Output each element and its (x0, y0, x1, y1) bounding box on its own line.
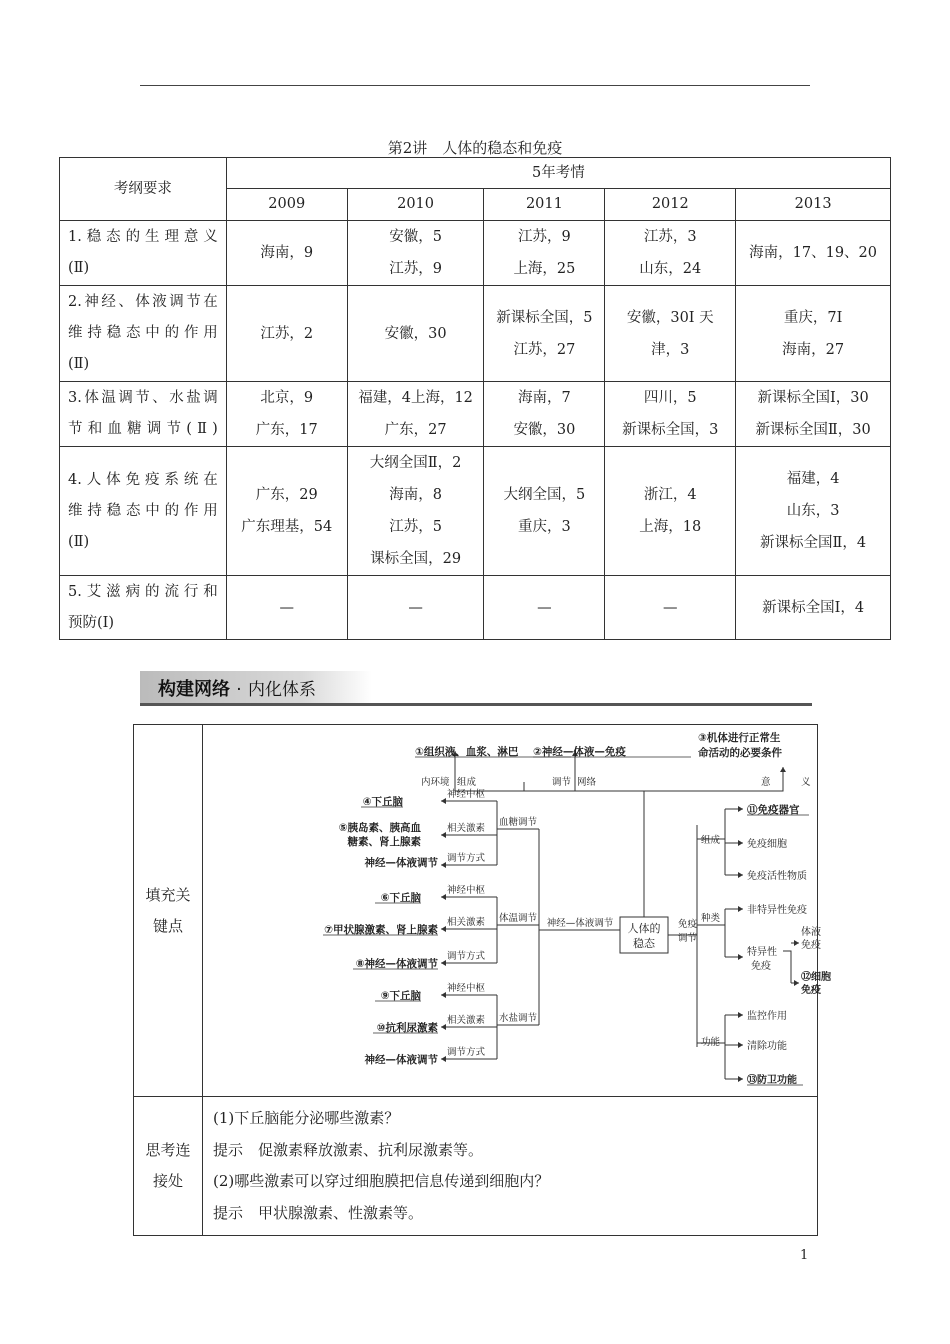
label-tiwen: 体温调节 (499, 913, 538, 924)
exam-cell-line: 海南，7 (518, 390, 571, 406)
exam-cell (736, 576, 891, 640)
exam-cell-line: 安徽，30Ⅰ 天 (626, 309, 714, 326)
exam-cell-line: 江苏，27 (513, 341, 576, 358)
exam-cell-line: 新课标全国，5 (496, 309, 593, 326)
exam-cell-line: 安徽，30 (384, 325, 447, 342)
year-header: 2012 (605, 189, 736, 221)
arrow-head (738, 906, 743, 912)
think-line: (2)哪些激素可以穿过细胞膜把信息传递到细胞内？ (213, 1172, 550, 1190)
exam-cell-line: 安徽，5 (389, 229, 442, 245)
think-line: 提示 促激素释放激素、抗利尿激素等。 (213, 1140, 484, 1159)
exam-cell-line: 广东，17 (255, 422, 318, 438)
label-significance-2: 义 (801, 777, 811, 788)
exam-cell (347, 221, 484, 286)
branch-label: 调节方式 (447, 1047, 486, 1058)
branch-label: 调节方式 (447, 951, 486, 962)
think-line: (1)下丘脑能分泌哪些激素？ (213, 1109, 400, 1127)
think-line: 提示 甲状腺激素、性激素等。 (213, 1203, 424, 1222)
label-internal-env: 内环境 (421, 777, 450, 788)
exam-cell-line: 江苏，9 (518, 229, 571, 245)
arrow-head (738, 840, 743, 846)
branch-label: 相关激素 (447, 917, 486, 928)
center-label-1: 人体的 (627, 922, 661, 935)
exam-cell-line: 重庆，7Ⅰ (783, 309, 843, 326)
exam-cell-line: 大纲全国Ⅱ，2 (369, 455, 462, 471)
exam-cell (736, 221, 891, 286)
section-dot: · (236, 680, 242, 700)
exam-cell-line: 海南，27 (782, 341, 845, 358)
branch-label: 相关激素 (447, 823, 486, 834)
exam-cell-line: 重庆，3 (518, 519, 571, 535)
requirement-line: (Ⅱ) (68, 260, 90, 276)
exam-cell-line: 上海，18 (639, 519, 702, 535)
arrow-head (441, 1056, 446, 1062)
exam-cell (605, 576, 736, 640)
answer-2: ②神经—体液—免疫 (533, 746, 626, 758)
answer-6: ⑥下丘脑 (380, 892, 421, 904)
exam-cell (226, 382, 347, 447)
year-header: 2010 (347, 189, 484, 221)
exam-cell (736, 286, 891, 382)
label-neuro-humoral: 神经—体液调节 (546, 918, 614, 929)
exam-cell-line: 新课标全国Ⅰ，30 (757, 390, 869, 406)
exam-cell (484, 576, 605, 640)
requirement-line: 预防(Ⅰ) (68, 614, 115, 631)
arrow-head (738, 954, 743, 960)
arrow-head (794, 980, 799, 986)
arrow-head (441, 862, 446, 868)
arrow-head (441, 926, 446, 932)
arrow-head (441, 992, 446, 998)
requirement-line: 节和血糖调节(Ⅱ) (68, 421, 218, 437)
lesson-title: 第2讲 人体的稳态和免疫 (387, 139, 563, 157)
answer-1: ①组织液、血浆、淋巴 (415, 746, 519, 758)
arrow-head (738, 1042, 743, 1048)
label-xuetang: 血糖调节 (499, 817, 538, 828)
arrow-head (738, 1076, 743, 1082)
requirement-line: 3.体温调节、水盐调 (68, 390, 218, 406)
arrow-head (441, 1024, 446, 1030)
think-label (134, 1097, 203, 1236)
section-heading (140, 668, 812, 706)
center-label-2: 稳态 (633, 937, 655, 950)
label-functions: 功能 (701, 1037, 721, 1048)
label-specific-1: 特异性 (747, 947, 777, 958)
exam-cell-line: 浙江，4 (643, 487, 697, 503)
exam-cell (347, 382, 484, 447)
concept-map (203, 725, 831, 1092)
requirement-cell (60, 447, 227, 576)
network-table (133, 724, 831, 1236)
label-types: 种类 (701, 913, 721, 924)
exam-cell-line: 广东，29 (255, 487, 318, 503)
exam-cell (226, 576, 347, 640)
answer-10: ⑩抗利尿激素 (376, 1022, 438, 1034)
label-components: 组成 (701, 835, 721, 846)
exam-cell-line: — (537, 599, 552, 616)
exam-requirements-table (59, 157, 891, 640)
answer-3-line2: 命活动的必要条件 (698, 747, 782, 759)
answer-9: ⑨下丘脑 (380, 990, 421, 1002)
exam-cell (605, 382, 736, 447)
exam-cell-line: 广东，27 (384, 422, 447, 438)
label-shuiyan: 水盐调节 (499, 1013, 538, 1024)
exam-cell (226, 221, 347, 286)
exam-cell (347, 576, 484, 640)
exam-cell-line: 四川，5 (643, 390, 697, 406)
requirement-cell (60, 576, 227, 640)
requirement-line: 维持稳态中的作用 (68, 502, 218, 519)
branch-label: 调节方式 (447, 853, 486, 864)
exam-cell-line: 课标全国，29 (370, 551, 462, 567)
requirement-cell (60, 382, 227, 447)
arrow-head (441, 798, 446, 804)
answer-4: ④下丘脑 (362, 796, 403, 808)
label-clear: 清除功能 (747, 1041, 787, 1052)
answer-5-line1: ⑤胰岛素、胰高血 (338, 822, 421, 834)
exam-cell (484, 286, 605, 382)
exam-cell (226, 286, 347, 382)
exam-cell-line: 上海，25 (513, 261, 576, 277)
answer-11: ⑪免疫器官 (747, 804, 800, 816)
fill-label (134, 725, 203, 1097)
answer-8: ⑧神经—体液调节 (355, 958, 438, 970)
exam-cell-line: 海南，17、19、20 (749, 245, 878, 261)
exam-cell-line: 津，3 (651, 341, 690, 358)
exam-cell-line: — (408, 599, 423, 616)
answer-7: ⑦甲状腺激素、肾上腺素 (324, 924, 438, 936)
exam-cell-line: 大纲全国，5 (503, 487, 586, 503)
arrow-head (441, 960, 446, 966)
link-significance (575, 767, 783, 791)
exam-cell-line: 江苏，3 (643, 229, 697, 245)
exam-cell-line: 新课标全国，3 (622, 422, 719, 438)
answer-12-line2: 免疫 (801, 985, 821, 996)
arrow-head (780, 767, 786, 772)
exam-cell-line: 山东，3 (786, 503, 840, 519)
section-heading-rule (140, 703, 812, 706)
requirement-line: 维持稳态中的作用 (68, 325, 218, 341)
fill-label-text: 填充关键点 (145, 885, 191, 935)
label-immune-cells: 免疫细胞 (747, 839, 787, 850)
arrow-head (441, 832, 446, 838)
arrow-head (441, 894, 446, 900)
exam-cell (484, 221, 605, 286)
exam-cell-line: 海南，8 (389, 487, 442, 503)
exam-cell (736, 382, 891, 447)
label-humoral-2: 免疫 (801, 940, 821, 951)
label-significance-1: 意 (761, 777, 771, 788)
exam-cell-line: 新课标全国Ⅱ，30 (755, 422, 871, 438)
concept-map-cell (203, 725, 831, 1097)
exam-cell-line: 福建，4上海，12 (358, 390, 473, 406)
requirement-line: (Ⅱ) (68, 533, 90, 550)
section-main-title: 构建网络 (158, 679, 230, 700)
label-regulation: 调节 (552, 777, 572, 788)
exam-cell (347, 447, 484, 576)
exam-cell-line: — (279, 599, 294, 616)
exam-cell (736, 447, 891, 576)
year-header: 2013 (736, 189, 891, 221)
requirement-line: 1.稳态的生理意义 (68, 229, 218, 245)
arrow-head (738, 806, 743, 812)
exam-cell (605, 221, 736, 286)
requirement-line: (Ⅱ) (68, 356, 90, 372)
think-content (203, 1097, 818, 1236)
exam-cell-line: 福建，4 (786, 471, 840, 487)
label-composition: 组成 (457, 777, 477, 788)
requirement-line: 4.人体免疫系统在 (68, 471, 218, 488)
label-monitor: 监控作用 (747, 1011, 787, 1022)
answer-12-line1: ⑫细胞 (801, 972, 831, 983)
label-network: 网络 (577, 777, 597, 788)
requirement-cell (60, 221, 227, 286)
label-immune-2: 调节 (678, 933, 698, 944)
requirement-line: 5.艾滋病的流行和 (68, 583, 218, 600)
exam-cell (484, 382, 605, 447)
label-nonspecific: 非特异性免疫 (747, 905, 807, 916)
exam-cell-line: 江苏，2 (260, 325, 314, 342)
year-header: 2011 (484, 189, 605, 221)
requirement-line: 2.神经、体液调节在 (68, 294, 218, 310)
label-humoral-1: 体液 (801, 927, 821, 938)
exam-cell-line: 新课标全国Ⅰ，4 (762, 599, 865, 616)
branch-label: 相关激素 (447, 1015, 486, 1026)
exam-cell-line: 新课标全国Ⅱ，4 (760, 535, 867, 551)
year-header: 2009 (226, 189, 347, 221)
section-subtitle: 内化体系 (247, 680, 316, 700)
label-neuro-humoral-2: 神经—体液调节 (364, 1054, 438, 1066)
header-requirements: 考纲要求 (60, 158, 227, 221)
requirement-cell (60, 286, 227, 382)
exam-cell (484, 447, 605, 576)
exam-cell-line: — (663, 599, 678, 616)
exam-cell (605, 286, 736, 382)
header-rule (140, 85, 810, 86)
section-heading-text (158, 675, 316, 701)
exam-cell-line: 北京，9 (260, 390, 314, 406)
arrow-head (794, 940, 799, 946)
answer-13: ⑬防卫功能 (747, 1075, 797, 1086)
exam-cell-line: 安徽，30 (513, 422, 576, 438)
exam-cell (347, 286, 484, 382)
page-number: 1 (800, 1248, 809, 1263)
branch-label: 神经中枢 (447, 789, 486, 800)
exam-cell-line: 江苏，9 (389, 261, 442, 277)
branch-label: 神经中枢 (447, 885, 486, 896)
label-immune-1: 免疫 (678, 919, 698, 930)
label-neuro-humoral-1: 神经—体液调节 (364, 857, 438, 869)
specific-bracket (783, 951, 791, 983)
exam-cell-line: 江苏，5 (389, 519, 442, 535)
answer-3-line1: ③机体进行正常生 (698, 732, 781, 744)
exam-cell (605, 447, 736, 576)
label-immune-active: 免疫活性物质 (747, 871, 807, 882)
label-specific-2: 免疫 (751, 961, 771, 972)
arrow-head (738, 1012, 743, 1018)
think-label-text: 思考连接处 (145, 1141, 191, 1190)
exam-cell-line: 广东理基，54 (241, 519, 333, 535)
exam-cell-line: 山东，24 (639, 261, 702, 277)
header-five-years: 5年考情 (226, 158, 890, 189)
exam-cell-line: 海南，9 (260, 245, 314, 261)
answer-5-line2: 糖素、肾上腺素 (347, 836, 421, 848)
exam-cell (226, 447, 347, 576)
arrow-head (738, 872, 743, 878)
branch-label: 神经中枢 (447, 983, 486, 994)
